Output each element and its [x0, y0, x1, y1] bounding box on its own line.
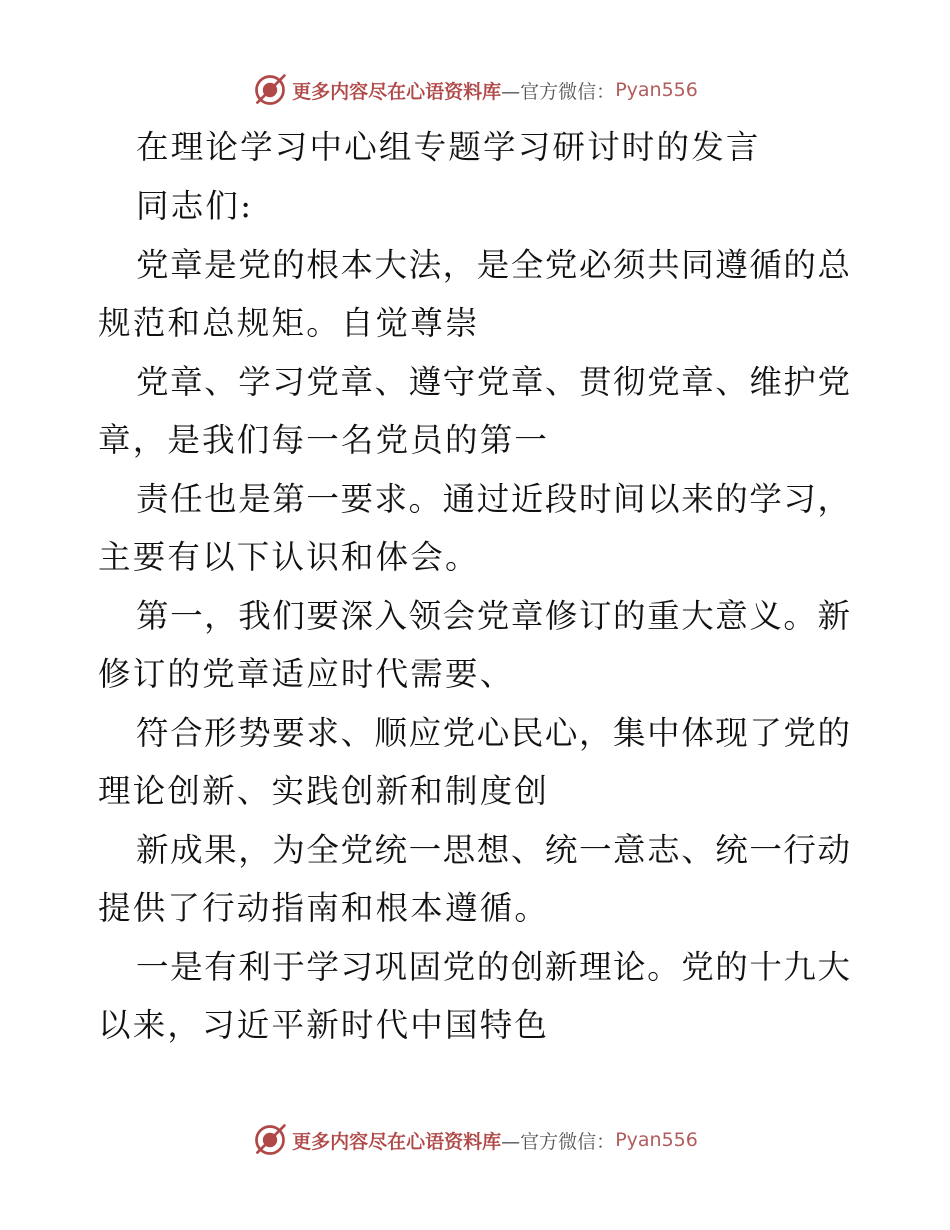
banner-text-wechat-id: Pyan556	[615, 79, 698, 101]
paragraph-line: 新成果，为全党统一思想、统一意志、统一行动	[136, 831, 850, 869]
paragraph-line: 主要有以下认识和体会。	[98, 538, 480, 576]
banner-text-main: 更多内容尽在心语资料库	[292, 80, 502, 103]
banner-text-wechat-label: —官方微信：	[501, 1130, 616, 1153]
pen-logo-icon	[252, 1122, 288, 1158]
banner-text-wechat-id: Pyan556	[615, 1129, 698, 1151]
pen-logo-icon	[252, 72, 288, 108]
banner-text-main: 更多内容尽在心语资料库	[292, 1130, 502, 1153]
footer-banner	[0, 1120, 950, 1160]
paragraph-line: 修订的党章适应时代需要、	[98, 655, 515, 693]
paragraph-line: 责任也是第一要求。通过近段时间以来的学习，	[136, 480, 850, 518]
paragraph-line: 党章是党的根本大法，是全党必须共同遵循的总	[136, 246, 850, 284]
paragraph-line: 以来，习近平新时代中国特色	[98, 1006, 550, 1044]
paragraph-line: 符合形势要求、顺应党心民心，集中体现了党的	[136, 714, 850, 752]
paragraph-line: 章，是我们每一名党员的第一	[98, 421, 550, 459]
paragraph-line: 理论创新、实践创新和制度创	[98, 772, 550, 810]
header-banner	[0, 70, 950, 110]
paragraph-line: 提供了行动指南和根本遵循。	[98, 889, 550, 927]
paragraph-line: 党章、学习党章、遵守党章、贯彻党章、维护党	[136, 363, 850, 401]
paragraph-line: 规范和总规矩。自觉尊崇	[98, 304, 480, 342]
document-title: 在理论学习中心组专题学习研讨时的发言	[136, 128, 761, 166]
paragraph-line: 一是有利于学习巩固党的创新理论。党的十九大	[136, 948, 850, 986]
paragraph-line: 第一，我们要深入领会党章修订的重大意义。新	[136, 597, 850, 635]
banner-text-wechat-label: —官方微信：	[501, 80, 616, 103]
salutation: 同志们:	[136, 187, 254, 225]
